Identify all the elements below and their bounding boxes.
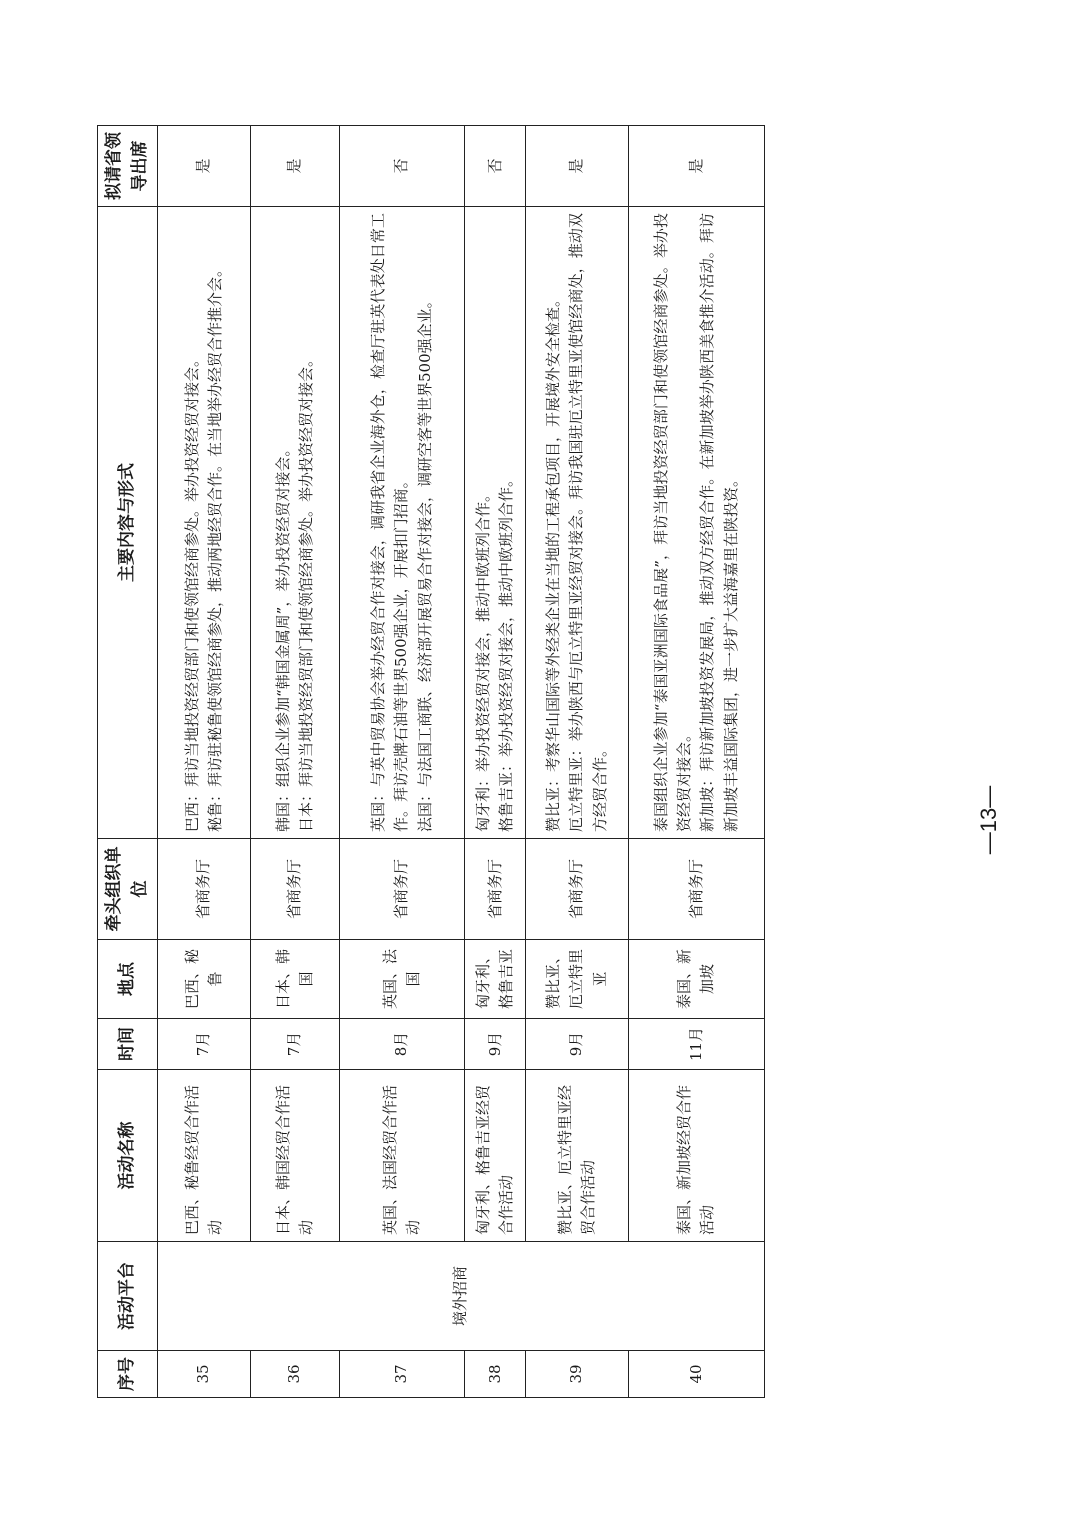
row-seq: 36 (250, 1351, 339, 1398)
content-line: 赞比亚：考察华山国际等外经类企业在当地的工程承包项目，开展境外安全检查。 (544, 291, 563, 832)
row-seq: 37 (339, 1351, 464, 1398)
table-row (526, 126, 628, 1398)
content-line: 厄立特里亚：举办陕西与厄立特里亚经贸对接会。拜访我国驻厄立特里亚使馆经商处，推动双方经贸合作。 (567, 213, 609, 832)
row-place: 赞比亚、厄立特里亚 (526, 940, 628, 1019)
rotated-table-container (97, 126, 765, 1398)
row-place: 巴西、秘鲁 (157, 940, 250, 1019)
row-seq: 40 (628, 1351, 764, 1398)
page-number (969, 780, 1009, 860)
row-leader: 是 (628, 126, 764, 207)
header-seq: 序号 (98, 1351, 158, 1398)
row-content (464, 207, 525, 839)
row-time: 8月 (339, 1019, 464, 1070)
activity-table (97, 125, 765, 1398)
header-place: 地点 (98, 940, 158, 1019)
row-name: 英国、法国经贸合作活动 (339, 1070, 464, 1242)
table-row (157, 126, 250, 1398)
content-line: 英国：与英中贸易协会举办经贸合作对接会，调研我省企业海外仓，检查厅驻英代表处日常工作。拜访壳牌石油等世界500强企业，开展扣门招商。 (369, 213, 411, 832)
row-org: 省商务厅 (628, 839, 764, 940)
header-time: 时间 (98, 1019, 158, 1070)
row-place: 英国、法国 (339, 940, 464, 1019)
row-seq: 35 (157, 1351, 250, 1398)
header-platform: 活动平台 (98, 1242, 158, 1351)
platform-cell: 境外招商 (157, 1242, 764, 1351)
content-line: 巴西：拜访当地投资经贸部门和使领馆经商参处。举办投资经贸对接会。 (182, 351, 201, 832)
row-time: 11月 (628, 1019, 764, 1070)
row-org: 省商务厅 (157, 839, 250, 940)
header-org: 牵头组织单位 (98, 839, 158, 940)
row-place: 匈牙利、格鲁吉亚 (464, 940, 525, 1019)
row-name: 泰国、新加坡经贸合作活动 (628, 1070, 764, 1242)
row-content (526, 207, 628, 839)
row-seq: 39 (526, 1351, 628, 1398)
page-number-text: —13— (976, 785, 1002, 855)
content-line: 泰国组织企业参加“泰国亚洲国际食品展”，拜访当地投资经贸部门和使领馆经商参处。举办投资经贸对接会。 (651, 213, 694, 832)
table-row (339, 126, 464, 1398)
row-place: 泰国、新加坡 (628, 940, 764, 1019)
content-line: 韩国：组织企业参加“韩国金属周”，举办投资经贸对接会。 (273, 441, 292, 832)
header-leader: 拟请省领导出席 (98, 126, 158, 207)
table-row (464, 126, 525, 1398)
row-leader: 否 (339, 126, 464, 207)
row-leader: 是 (157, 126, 250, 207)
header-content: 主要内容与形式 (98, 207, 158, 839)
row-content (157, 207, 250, 839)
content-line: 匈牙利：举办投资经贸对接会，推动中欧班列合作。 (473, 486, 492, 832)
content-line: 日本：拜访当地投资经贸部门和使领馆经商参处。举办投资经贸对接会。 (296, 351, 315, 832)
row-name: 巴西、秘鲁经贸合作活动 (157, 1070, 250, 1242)
row-content (250, 207, 339, 839)
table-row (250, 126, 339, 1398)
content-line: 法国：与法国工商联、经济部开展贸易合作对接会，调研空客等世界500强企业。 (415, 293, 434, 832)
row-leader: 否 (464, 126, 525, 207)
row-org: 省商务厅 (339, 839, 464, 940)
row-time: 9月 (464, 1019, 525, 1070)
row-leader: 是 (526, 126, 628, 207)
row-content (339, 207, 464, 839)
row-time: 9月 (526, 1019, 628, 1070)
row-time: 7月 (157, 1019, 250, 1070)
content-line: 新加坡：拜访新加坡投资发展局，推动双方经贸合作。在新加坡举办陕西美食推介活动。拜访新加坡丰益国际集团，进一步扩大益海嘉里在陕投资。 (698, 213, 740, 832)
row-place: 日本、韩国 (250, 940, 339, 1019)
row-time: 7月 (250, 1019, 339, 1070)
row-seq: 38 (464, 1351, 525, 1398)
row-org: 省商务厅 (464, 839, 525, 940)
row-name: 日本、韩国经贸合作活动 (250, 1070, 339, 1242)
row-leader: 是 (250, 126, 339, 207)
table-row (628, 126, 764, 1398)
row-name: 赞比亚、厄立特里亚经贸合作活动 (526, 1070, 628, 1242)
table-header-row (98, 126, 158, 1398)
row-org: 省商务厅 (526, 839, 628, 940)
row-org: 省商务厅 (250, 839, 339, 940)
row-name: 匈牙利、格鲁吉亚经贸合作活动 (464, 1070, 525, 1242)
content-line: 秘鲁：拜访驻秘鲁使领馆经商参处，推动两地经贸合作。在当地举办经贸合作推介会。 (205, 261, 224, 832)
header-name: 活动名称 (98, 1070, 158, 1242)
content-line: 格鲁吉亚：举办投资经贸对接会，推动中欧班列合作。 (497, 471, 516, 832)
row-content (628, 207, 764, 839)
